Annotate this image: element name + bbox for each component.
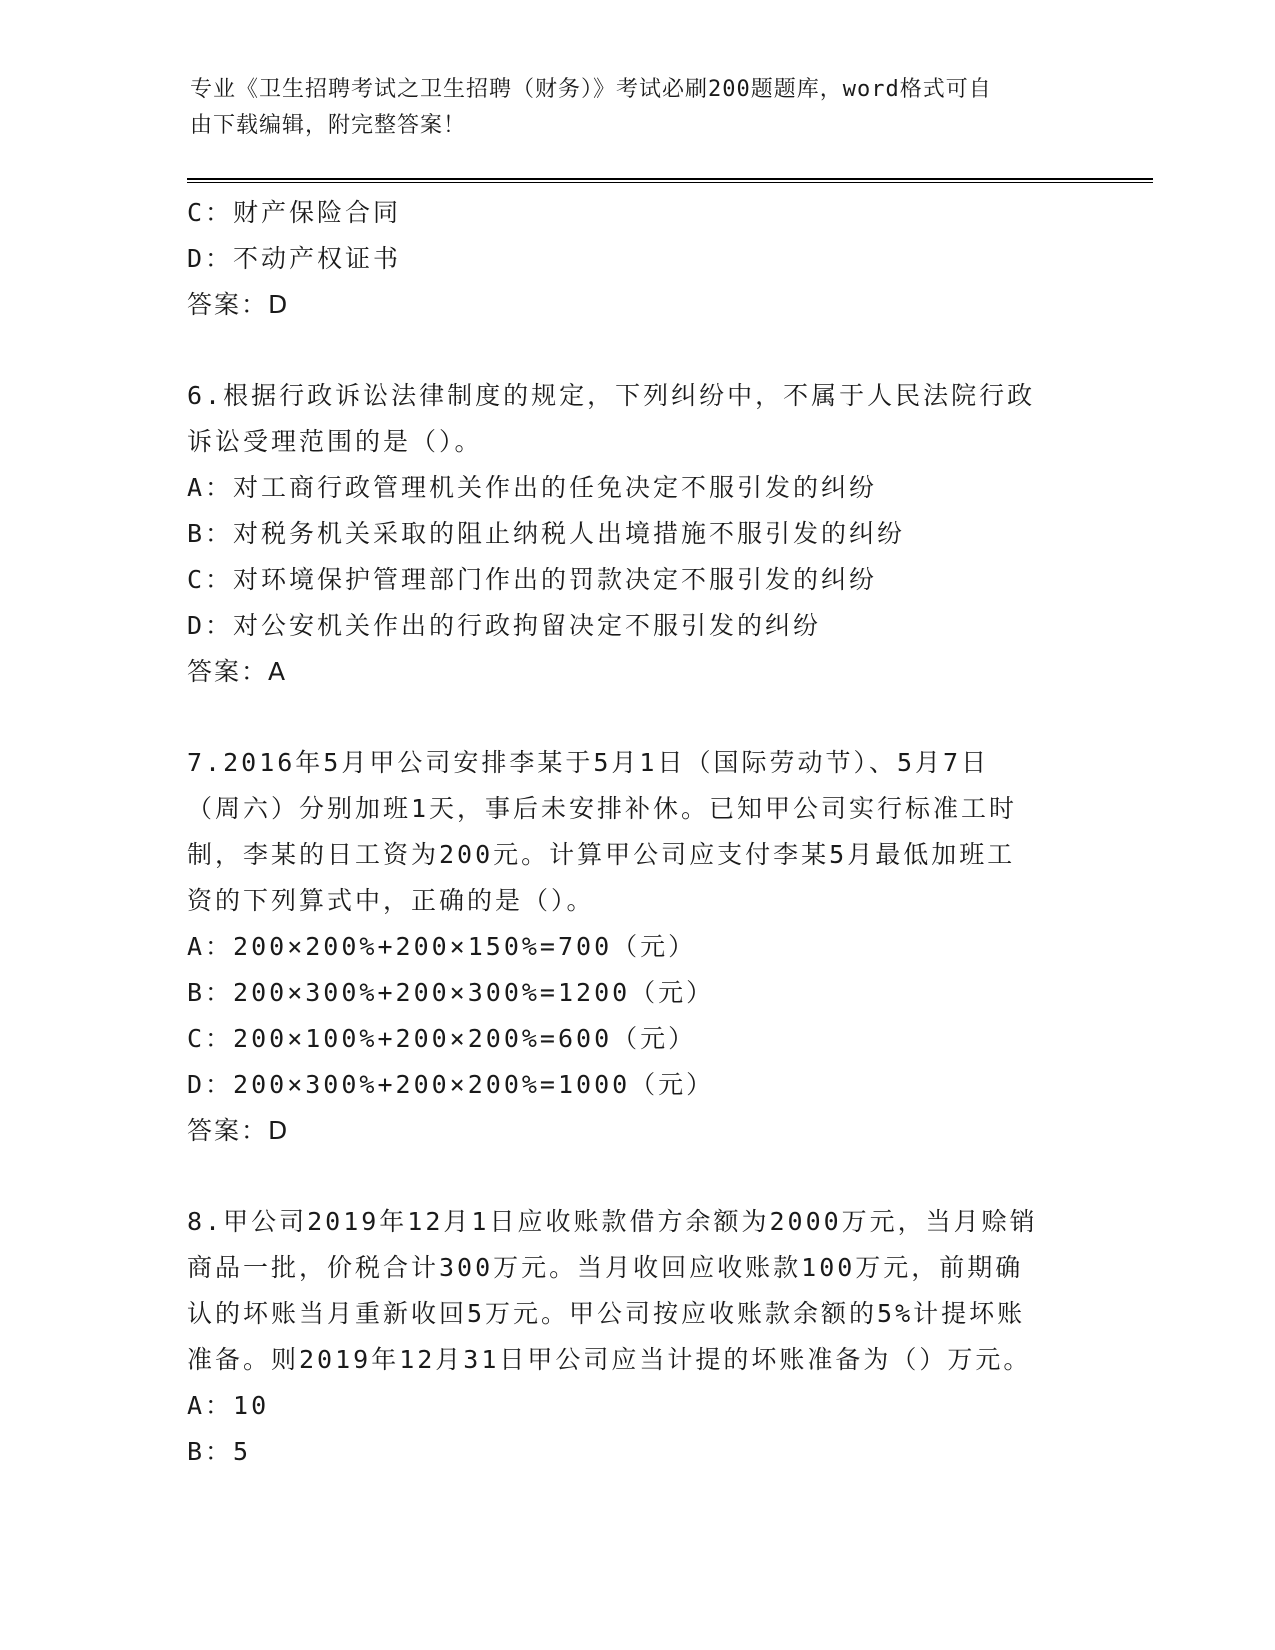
question-stem: 资的下列算式中，正确的是（）。	[187, 886, 595, 915]
question-stem: （周六）分别加班1天，事后未安排补休。已知甲公司实行标准工时	[187, 794, 1018, 823]
answer: 答案：A	[187, 657, 288, 686]
option-a: A：10	[187, 1391, 270, 1420]
question-stem: 7.2016年5月甲公司安排李某于5月1日（国际劳动节）、5月7日	[187, 748, 990, 777]
option-d: D：不动产权证书	[187, 244, 402, 273]
option-a: A：对工商行政管理机关作出的任免决定不服引发的纠纷	[187, 473, 878, 502]
question-5	[187, 190, 1087, 328]
answer: 答案：D	[187, 290, 290, 319]
option-a: A：200×200%+200×150%=700（元）	[187, 932, 697, 961]
question-8	[187, 1199, 1087, 1475]
option-b: B：200×300%+200×300%=1200（元）	[187, 978, 715, 1007]
option-c: C：财产保险合同	[187, 198, 402, 227]
question-stem: 认的坏账当月重新收回5万元。甲公司按应收账款余额的5%计提坏账	[187, 1299, 1026, 1328]
header-line-1: 专业《卫生招聘考试之卫生招聘（财务）》考试必刷200题题库，word格式可自	[190, 77, 992, 102]
question-stem: 6.根据行政诉讼法律制度的规定，下列纠纷中，不属于人民法院行政	[187, 381, 1036, 410]
question-stem: 制，李某的日工资为200元。计算甲公司应支付李某5月最低加班工	[187, 840, 1016, 869]
option-c: C：对环境保护管理部门作出的罚款决定不服引发的纠纷	[187, 565, 878, 594]
header-divider-thin	[187, 182, 1153, 183]
question-6	[187, 373, 1087, 695]
question-list	[187, 190, 1087, 1475]
question-stem: 准备。则2019年12月31日甲公司应当计提的坏账准备为（）万元。	[187, 1345, 1032, 1374]
header-line-2: 由下载编辑，附完整答案！	[190, 113, 467, 138]
question-stem: 商品一批，价税合计300万元。当月收回应收账款100万元，前期确	[187, 1253, 1024, 1282]
document-header	[190, 72, 1090, 144]
option-b: B：5	[187, 1437, 252, 1466]
option-b: B：对税务机关采取的阻止纳税人出境措施不服引发的纠纷	[187, 519, 906, 548]
option-d: D：200×300%+200×200%=1000（元）	[187, 1070, 715, 1099]
question-7	[187, 740, 1087, 1154]
question-stem: 诉讼受理范围的是（）。	[187, 427, 483, 456]
answer: 答案：D	[187, 1116, 290, 1145]
option-d: D：对公安机关作出的行政拘留决定不服引发的纠纷	[187, 611, 822, 640]
question-stem: 8.甲公司2019年12月1日应收账款借方余额为2000万元，当月赊销	[187, 1207, 1038, 1236]
header-divider	[187, 178, 1153, 180]
option-c: C：200×100%+200×200%=600（元）	[187, 1024, 697, 1053]
